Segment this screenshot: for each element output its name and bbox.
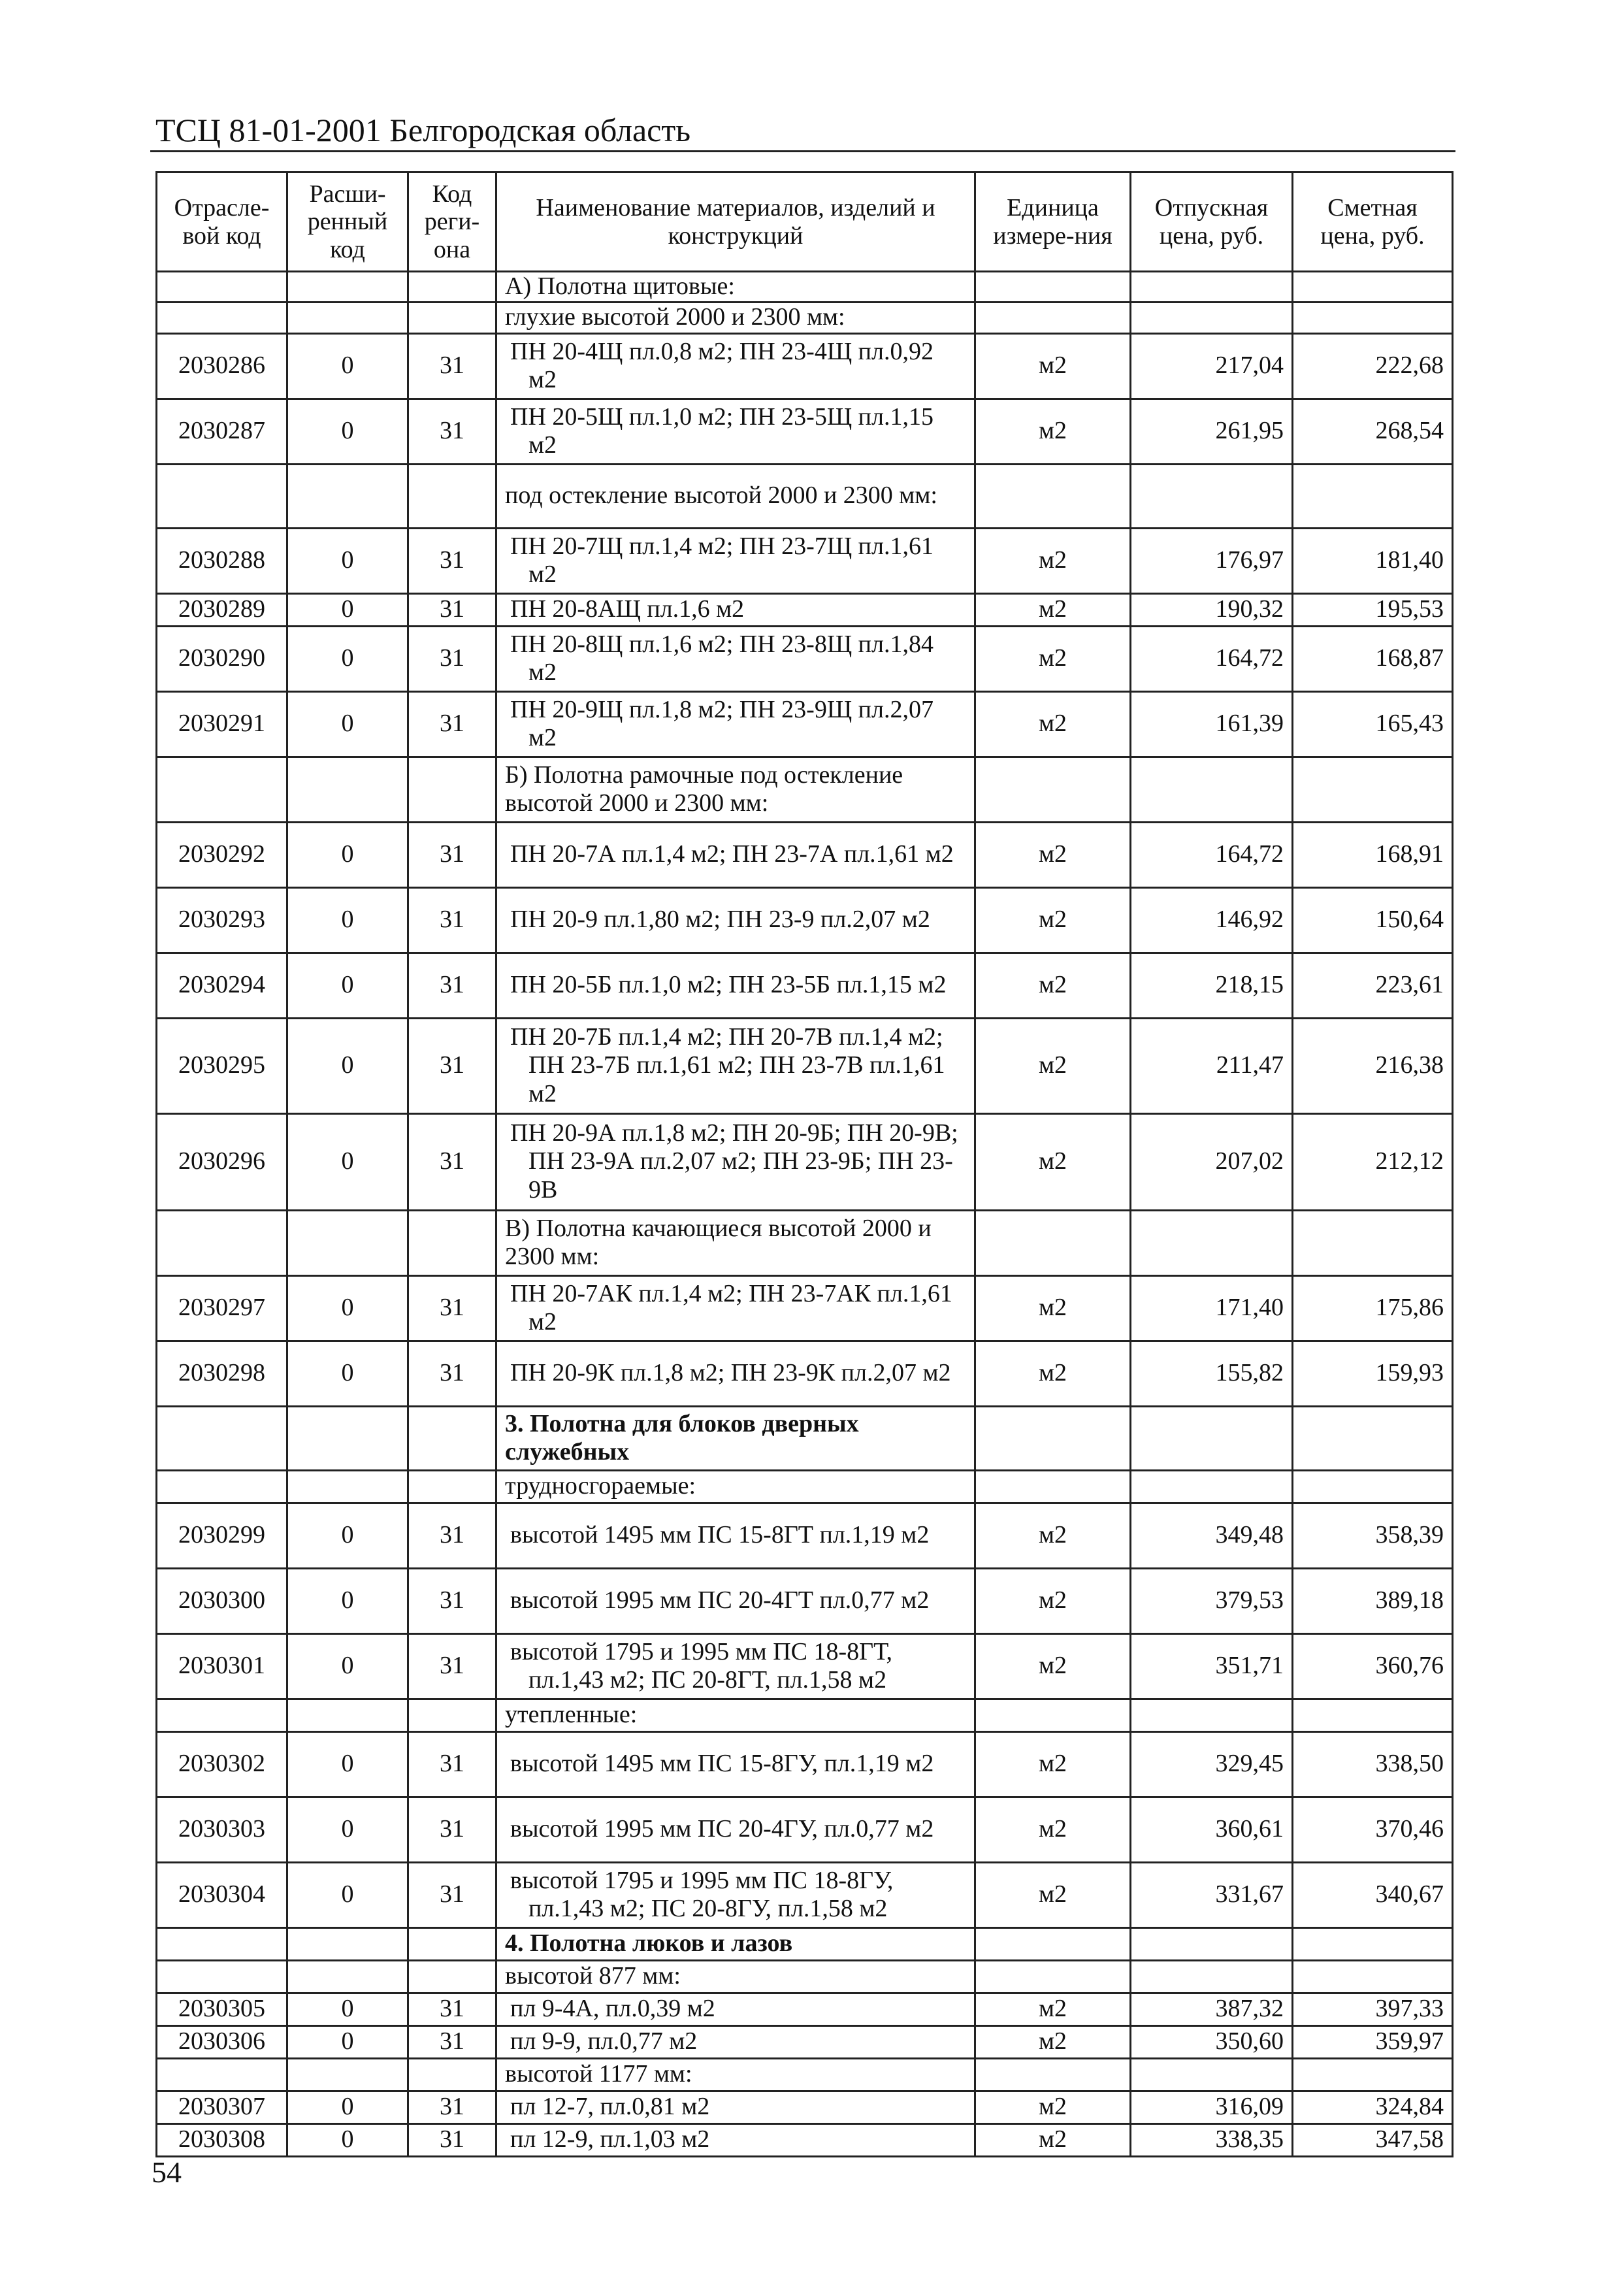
cell-estimate-price: 223,61 xyxy=(1293,953,1453,1018)
cell-extended-code xyxy=(287,1210,408,1275)
cell-name: ПН 20-9 пл.1,80 м2; ПН 23-9 пл.2,07 м2 xyxy=(496,887,975,953)
cell-region-code: 31 xyxy=(408,1797,496,1862)
cell-unit: м2 xyxy=(975,593,1131,626)
table-row xyxy=(157,333,1453,399)
cell-release-price xyxy=(1131,1927,1293,1960)
cell-estimate-price xyxy=(1293,1470,1453,1503)
cell-estimate-price: 370,46 xyxy=(1293,1797,1453,1862)
cell-branch-code xyxy=(157,2058,287,2091)
section-row xyxy=(157,757,1453,822)
table-row xyxy=(157,1731,1453,1797)
section-row xyxy=(157,1960,1453,1993)
cell-release-price xyxy=(1131,272,1293,303)
cell-extended-code xyxy=(287,1699,408,1731)
cell-estimate-price xyxy=(1293,302,1453,333)
cell-branch-code: 2030301 xyxy=(157,1633,287,1699)
cell-branch-code: 2030306 xyxy=(157,2025,287,2058)
page-number: 54 xyxy=(152,2155,182,2189)
cell-extended-code: 0 xyxy=(287,2025,408,2058)
cell-estimate-price: 389,18 xyxy=(1293,1568,1453,1633)
cell-extended-code: 0 xyxy=(287,1633,408,1699)
cell-region-code: 31 xyxy=(408,953,496,1018)
cell-release-price: 349,48 xyxy=(1131,1503,1293,1568)
cell-estimate-price: 360,76 xyxy=(1293,1633,1453,1699)
cell-estimate-price: 159,93 xyxy=(1293,1341,1453,1406)
cell-name: ПН 20-5Щ пл.1,0 м2; ПН 23-5Щ пл.1,15 м2 xyxy=(496,399,975,464)
cell-unit: м2 xyxy=(975,333,1131,399)
cell-release-price: 329,45 xyxy=(1131,1731,1293,1797)
cell-extended-code: 0 xyxy=(287,626,408,691)
cell-branch-code xyxy=(157,1699,287,1731)
cell-extended-code: 0 xyxy=(287,953,408,1018)
table-row xyxy=(157,1341,1453,1406)
cell-extended-code xyxy=(287,272,408,303)
cell-unit: м2 xyxy=(975,1731,1131,1797)
cell-name: ПН 20-8АЩ пл.1,6 м2 xyxy=(496,593,975,626)
cell-region-code xyxy=(408,1699,496,1731)
table-row xyxy=(157,1862,1453,1927)
table-row xyxy=(157,1018,1453,1113)
cell-region-code: 31 xyxy=(408,691,496,757)
cell-estimate-price xyxy=(1293,1960,1453,1993)
cell-estimate-price: 340,67 xyxy=(1293,1862,1453,1927)
cell-branch-code: 2030308 xyxy=(157,2123,287,2156)
cell-region-code xyxy=(408,1210,496,1275)
cell-branch-code: 2030293 xyxy=(157,887,287,953)
cell-release-price xyxy=(1131,1406,1293,1470)
cell-release-price: 379,53 xyxy=(1131,1568,1293,1633)
cell-release-price xyxy=(1131,1699,1293,1731)
cell-branch-code: 2030291 xyxy=(157,691,287,757)
section-row xyxy=(157,272,1453,303)
cell-unit xyxy=(975,464,1131,528)
table-row xyxy=(157,1993,1453,2025)
cell-release-price xyxy=(1131,302,1293,333)
cell-unit: м2 xyxy=(975,2091,1131,2123)
table-row xyxy=(157,399,1453,464)
cell-region-code: 31 xyxy=(408,2025,496,2058)
cell-release-price: 146,92 xyxy=(1131,887,1293,953)
cell-region-code xyxy=(408,272,496,303)
cell-branch-code: 2030289 xyxy=(157,593,287,626)
column-header-branch-code: Отрасле-вой код xyxy=(157,172,287,272)
cell-estimate-price: 358,39 xyxy=(1293,1503,1453,1568)
cell-estimate-price: 347,58 xyxy=(1293,2123,1453,2156)
cell-estimate-price: 222,68 xyxy=(1293,333,1453,399)
cell-estimate-price: 397,33 xyxy=(1293,1993,1453,2025)
document-title: ТСЦ 81-01-2001 Белгородская область xyxy=(155,112,691,148)
cell-region-code xyxy=(408,1927,496,1960)
cell-extended-code: 0 xyxy=(287,1731,408,1797)
table-row xyxy=(157,1113,1453,1210)
cell-estimate-price xyxy=(1293,1699,1453,1731)
cell-estimate-price: 324,84 xyxy=(1293,2091,1453,2123)
cell-unit xyxy=(975,272,1131,303)
column-header-region-code: Код реги-она xyxy=(408,172,496,272)
cell-release-price: 211,47 xyxy=(1131,1018,1293,1113)
cell-branch-code: 2030307 xyxy=(157,2091,287,2123)
cell-branch-code xyxy=(157,464,287,528)
cell-name: глухие высотой 2000 и 2300 мм: xyxy=(496,302,975,333)
section-row xyxy=(157,302,1453,333)
cell-region-code: 31 xyxy=(408,1862,496,1927)
cell-unit: м2 xyxy=(975,953,1131,1018)
cell-estimate-price: 338,50 xyxy=(1293,1731,1453,1797)
cell-estimate-price xyxy=(1293,1210,1453,1275)
cell-release-price: 207,02 xyxy=(1131,1113,1293,1210)
table-header-row xyxy=(157,172,1453,272)
cell-branch-code: 2030298 xyxy=(157,1341,287,1406)
cell-name: высотой 1795 и 1995 мм ПС 18-8ГУ, пл.1,43 м2; ПС 20-8ГУ, пл.1,58 м2 xyxy=(496,1862,975,1927)
cell-name: ПН 20-5Б пл.1,0 м2; ПН 23-5Б пл.1,15 м2 xyxy=(496,953,975,1018)
cell-extended-code: 0 xyxy=(287,593,408,626)
cell-extended-code: 0 xyxy=(287,887,408,953)
cell-name: высотой 1177 мм: xyxy=(496,2058,975,2091)
cell-name: ПН 20-7АК пл.1,4 м2; ПН 23-7АК пл.1,61 м2 xyxy=(496,1275,975,1341)
cell-region-code: 31 xyxy=(408,1113,496,1210)
cell-branch-code: 2030296 xyxy=(157,1113,287,1210)
cell-unit: м2 xyxy=(975,1797,1131,1862)
cell-region-code: 31 xyxy=(408,333,496,399)
cell-estimate-price: 181,40 xyxy=(1293,528,1453,593)
cell-name: ПН 20-7Б пл.1,4 м2; ПН 20-7В пл.1,4 м2; ПН 23-7Б пл.1,61 м2; ПН 23-7В пл.1,61 м2 xyxy=(496,1018,975,1113)
cell-unit: м2 xyxy=(975,528,1131,593)
cell-estimate-price: 168,87 xyxy=(1293,626,1453,691)
cell-extended-code xyxy=(287,757,408,822)
table-row xyxy=(157,1275,1453,1341)
column-header-unit: Единица измере-ния xyxy=(975,172,1131,272)
cell-name: высотой 1495 мм ПС 15-8ГУ, пл.1,19 м2 xyxy=(496,1731,975,1797)
cell-unit: м2 xyxy=(975,1113,1131,1210)
cell-extended-code xyxy=(287,1927,408,1960)
cell-estimate-price: 165,43 xyxy=(1293,691,1453,757)
cell-name: ПН 20-9К пл.1,8 м2; ПН 23-9К пл.2,07 м2 xyxy=(496,1341,975,1406)
cell-region-code: 31 xyxy=(408,399,496,464)
cell-extended-code: 0 xyxy=(287,2123,408,2156)
cell-unit: м2 xyxy=(975,1503,1131,1568)
cell-region-code: 31 xyxy=(408,1731,496,1797)
table-row xyxy=(157,528,1453,593)
cell-branch-code xyxy=(157,757,287,822)
cell-branch-code: 2030304 xyxy=(157,1862,287,1927)
table-row xyxy=(157,2025,1453,2058)
section-row xyxy=(157,1210,1453,1275)
cell-branch-code xyxy=(157,1210,287,1275)
cell-extended-code xyxy=(287,1470,408,1503)
cell-name: высотой 1995 мм ПС 20-4ГТ пл.0,77 м2 xyxy=(496,1568,975,1633)
cell-name: 3. Полотна для блоков дверных служебных xyxy=(496,1406,975,1470)
cell-estimate-price xyxy=(1293,1406,1453,1470)
cell-name: пл 9-4А, пл.0,39 м2 xyxy=(496,1993,975,2025)
cell-unit: м2 xyxy=(975,822,1131,887)
cell-name: 4. Полотна люков и лазов xyxy=(496,1927,975,1960)
cell-extended-code xyxy=(287,2058,408,2091)
cell-extended-code: 0 xyxy=(287,1113,408,1210)
cell-extended-code xyxy=(287,464,408,528)
column-header-release-price: Отпускная цена, руб. xyxy=(1131,172,1293,272)
cell-unit: м2 xyxy=(975,1862,1131,1927)
cell-region-code: 31 xyxy=(408,1018,496,1113)
cell-release-price: 261,95 xyxy=(1131,399,1293,464)
cell-name: ПН 20-7Щ пл.1,4 м2; ПН 23-7Щ пл.1,61 м2 xyxy=(496,528,975,593)
cell-estimate-price: 216,38 xyxy=(1293,1018,1453,1113)
cell-region-code: 31 xyxy=(408,626,496,691)
cell-branch-code xyxy=(157,1960,287,1993)
cell-name: трудносгораемые: xyxy=(496,1470,975,1503)
cell-branch-code: 2030297 xyxy=(157,1275,287,1341)
cell-region-code: 31 xyxy=(408,822,496,887)
cell-region-code: 31 xyxy=(408,1341,496,1406)
cell-name: ПН 20-9А пл.1,8 м2; ПН 20-9Б; ПН 20-9В; ПН 23-9А пл.2,07 м2; ПН 23-9Б; ПН 23-9В xyxy=(496,1113,975,1210)
cell-region-code: 31 xyxy=(408,1568,496,1633)
cell-estimate-price: 168,91 xyxy=(1293,822,1453,887)
cell-release-price: 161,39 xyxy=(1131,691,1293,757)
cell-branch-code: 2030295 xyxy=(157,1018,287,1113)
cell-unit xyxy=(975,1406,1131,1470)
column-header-name: Наименование материалов, изделий и конструкций xyxy=(496,172,975,272)
table-row xyxy=(157,1568,1453,1633)
table-row xyxy=(157,1797,1453,1862)
cell-estimate-price xyxy=(1293,2058,1453,2091)
table-row xyxy=(157,1633,1453,1699)
cell-name: А) Полотна щитовые: xyxy=(496,272,975,303)
section-row xyxy=(157,464,1453,528)
cell-extended-code: 0 xyxy=(287,528,408,593)
cell-release-price: 217,04 xyxy=(1131,333,1293,399)
column-header-estimate-price: Сметная цена, руб. xyxy=(1293,172,1453,272)
cell-release-price: 164,72 xyxy=(1131,626,1293,691)
cell-name: ПН 20-4Щ пл.0,8 м2; ПН 23-4Щ пл.0,92 м2 xyxy=(496,333,975,399)
table-row xyxy=(157,691,1453,757)
table-row xyxy=(157,626,1453,691)
section-row xyxy=(157,1406,1453,1470)
cell-release-price xyxy=(1131,1960,1293,1993)
cell-branch-code: 2030288 xyxy=(157,528,287,593)
cell-unit xyxy=(975,1699,1131,1731)
cell-region-code: 31 xyxy=(408,1633,496,1699)
cell-unit: м2 xyxy=(975,1275,1131,1341)
cell-release-price: 155,82 xyxy=(1131,1341,1293,1406)
cell-region-code xyxy=(408,757,496,822)
cell-region-code: 31 xyxy=(408,1503,496,1568)
cell-release-price: 351,71 xyxy=(1131,1633,1293,1699)
cell-branch-code: 2030303 xyxy=(157,1797,287,1862)
cell-extended-code: 0 xyxy=(287,691,408,757)
cell-name: Б) Полотна рамочные под остекление высотой 2000 и 2300 мм: xyxy=(496,757,975,822)
cell-unit: м2 xyxy=(975,1633,1131,1699)
cell-release-price: 387,32 xyxy=(1131,1993,1293,2025)
cell-name: высотой 1495 мм ПС 15-8ГТ пл.1,19 м2 xyxy=(496,1503,975,1568)
cell-name: высотой 877 мм: xyxy=(496,1960,975,1993)
cell-estimate-price: 175,86 xyxy=(1293,1275,1453,1341)
cell-release-price xyxy=(1131,464,1293,528)
cell-region-code xyxy=(408,2058,496,2091)
cell-name: под остекление высотой 2000 и 2300 мм: xyxy=(496,464,975,528)
cell-name: высотой 1795 и 1995 мм ПС 18-8ГТ, пл.1,43 м2; ПС 20-8ГТ, пл.1,58 м2 xyxy=(496,1633,975,1699)
cell-extended-code: 0 xyxy=(287,1797,408,1862)
cell-region-code xyxy=(408,1960,496,1993)
cell-extended-code: 0 xyxy=(287,2091,408,2123)
section-row xyxy=(157,1927,1453,1960)
table-row xyxy=(157,1503,1453,1568)
cell-unit xyxy=(975,757,1131,822)
cell-extended-code: 0 xyxy=(287,1275,408,1341)
cell-extended-code: 0 xyxy=(287,1568,408,1633)
cell-name: ПН 20-9Щ пл.1,8 м2; ПН 23-9Щ пл.2,07 м2 xyxy=(496,691,975,757)
cell-unit: м2 xyxy=(975,1018,1131,1113)
cell-extended-code xyxy=(287,302,408,333)
cell-name: утепленные: xyxy=(496,1699,975,1731)
cell-release-price: 331,67 xyxy=(1131,1862,1293,1927)
cell-extended-code: 0 xyxy=(287,1018,408,1113)
table-row xyxy=(157,2123,1453,2156)
cell-extended-code xyxy=(287,1960,408,1993)
cell-branch-code: 2030294 xyxy=(157,953,287,1018)
cell-name: ПН 20-7А пл.1,4 м2; ПН 23-7А пл.1,61 м2 xyxy=(496,822,975,887)
cell-region-code: 31 xyxy=(408,1993,496,2025)
cell-branch-code: 2030305 xyxy=(157,1993,287,2025)
cell-branch-code: 2030286 xyxy=(157,333,287,399)
cell-name: В) Полотна качающиеся высотой 2000 и 2300 мм: xyxy=(496,1210,975,1275)
cell-unit xyxy=(975,1927,1131,1960)
cell-branch-code: 2030299 xyxy=(157,1503,287,1568)
cell-release-price: 338,35 xyxy=(1131,2123,1293,2156)
cell-release-price: 316,09 xyxy=(1131,2091,1293,2123)
cell-name: ПН 20-8Щ пл.1,6 м2; ПН 23-8Щ пл.1,84 м2 xyxy=(496,626,975,691)
cell-region-code xyxy=(408,464,496,528)
cell-extended-code: 0 xyxy=(287,1341,408,1406)
cell-unit: м2 xyxy=(975,887,1131,953)
cell-branch-code: 2030290 xyxy=(157,626,287,691)
cell-branch-code: 2030302 xyxy=(157,1731,287,1797)
cell-unit: м2 xyxy=(975,1993,1131,2025)
cell-release-price xyxy=(1131,1470,1293,1503)
cell-branch-code: 2030300 xyxy=(157,1568,287,1633)
cell-extended-code: 0 xyxy=(287,399,408,464)
cell-name: пл 12-7, пл.0,81 м2 xyxy=(496,2091,975,2123)
cell-unit: м2 xyxy=(975,626,1131,691)
cell-extended-code: 0 xyxy=(287,1993,408,2025)
cell-branch-code xyxy=(157,1927,287,1960)
cell-region-code: 31 xyxy=(408,2091,496,2123)
cell-unit xyxy=(975,2058,1131,2091)
cell-unit xyxy=(975,302,1131,333)
cell-estimate-price: 359,97 xyxy=(1293,2025,1453,2058)
cell-release-price xyxy=(1131,2058,1293,2091)
page-header xyxy=(150,110,1455,152)
cell-estimate-price xyxy=(1293,272,1453,303)
cell-extended-code: 0 xyxy=(287,1862,408,1927)
section-row xyxy=(157,1470,1453,1503)
table-row xyxy=(157,953,1453,1018)
cell-unit: м2 xyxy=(975,2123,1131,2156)
cell-extended-code xyxy=(287,1406,408,1470)
cell-release-price: 171,40 xyxy=(1131,1275,1293,1341)
cell-region-code xyxy=(408,302,496,333)
cell-release-price: 164,72 xyxy=(1131,822,1293,887)
cell-region-code xyxy=(408,1406,496,1470)
cell-unit xyxy=(975,1470,1131,1503)
cell-unit xyxy=(975,1960,1131,1993)
cell-branch-code xyxy=(157,1406,287,1470)
cell-unit: м2 xyxy=(975,1568,1131,1633)
cell-release-price xyxy=(1131,757,1293,822)
table-row xyxy=(157,822,1453,887)
cell-release-price: 218,15 xyxy=(1131,953,1293,1018)
cell-branch-code xyxy=(157,1470,287,1503)
table-body xyxy=(157,272,1453,2157)
cell-branch-code: 2030292 xyxy=(157,822,287,887)
cell-estimate-price xyxy=(1293,464,1453,528)
cell-estimate-price xyxy=(1293,757,1453,822)
cell-name: пл 9-9, пл.0,77 м2 xyxy=(496,2025,975,2058)
cell-release-price xyxy=(1131,1210,1293,1275)
cell-estimate-price: 195,53 xyxy=(1293,593,1453,626)
price-table xyxy=(155,171,1453,2157)
cell-branch-code: 2030287 xyxy=(157,399,287,464)
section-row xyxy=(157,1699,1453,1731)
cell-name: высотой 1995 мм ПС 20-4ГУ, пл.0,77 м2 xyxy=(496,1797,975,1862)
cell-release-price: 190,32 xyxy=(1131,593,1293,626)
cell-region-code: 31 xyxy=(408,1275,496,1341)
cell-release-price: 176,97 xyxy=(1131,528,1293,593)
table-row xyxy=(157,593,1453,626)
cell-estimate-price: 212,12 xyxy=(1293,1113,1453,1210)
cell-branch-code xyxy=(157,272,287,303)
cell-unit: м2 xyxy=(975,2025,1131,2058)
cell-unit: м2 xyxy=(975,691,1131,757)
cell-extended-code: 0 xyxy=(287,333,408,399)
cell-region-code: 31 xyxy=(408,528,496,593)
cell-region-code: 31 xyxy=(408,887,496,953)
cell-region-code xyxy=(408,1470,496,1503)
cell-region-code: 31 xyxy=(408,2123,496,2156)
section-row xyxy=(157,2058,1453,2091)
cell-unit xyxy=(975,1210,1131,1275)
cell-name: пл 12-9, пл.1,03 м2 xyxy=(496,2123,975,2156)
cell-unit: м2 xyxy=(975,1341,1131,1406)
column-header-extended-code: Расши-ренный код xyxy=(287,172,408,272)
cell-branch-code xyxy=(157,302,287,333)
cell-unit: м2 xyxy=(975,399,1131,464)
table-row xyxy=(157,887,1453,953)
cell-region-code: 31 xyxy=(408,593,496,626)
cell-extended-code: 0 xyxy=(287,1503,408,1568)
cell-extended-code: 0 xyxy=(287,822,408,887)
cell-release-price: 350,60 xyxy=(1131,2025,1293,2058)
cell-estimate-price xyxy=(1293,1927,1453,1960)
cell-release-price: 360,61 xyxy=(1131,1797,1293,1862)
cell-estimate-price: 268,54 xyxy=(1293,399,1453,464)
cell-estimate-price: 150,64 xyxy=(1293,887,1453,953)
table-row xyxy=(157,2091,1453,2123)
